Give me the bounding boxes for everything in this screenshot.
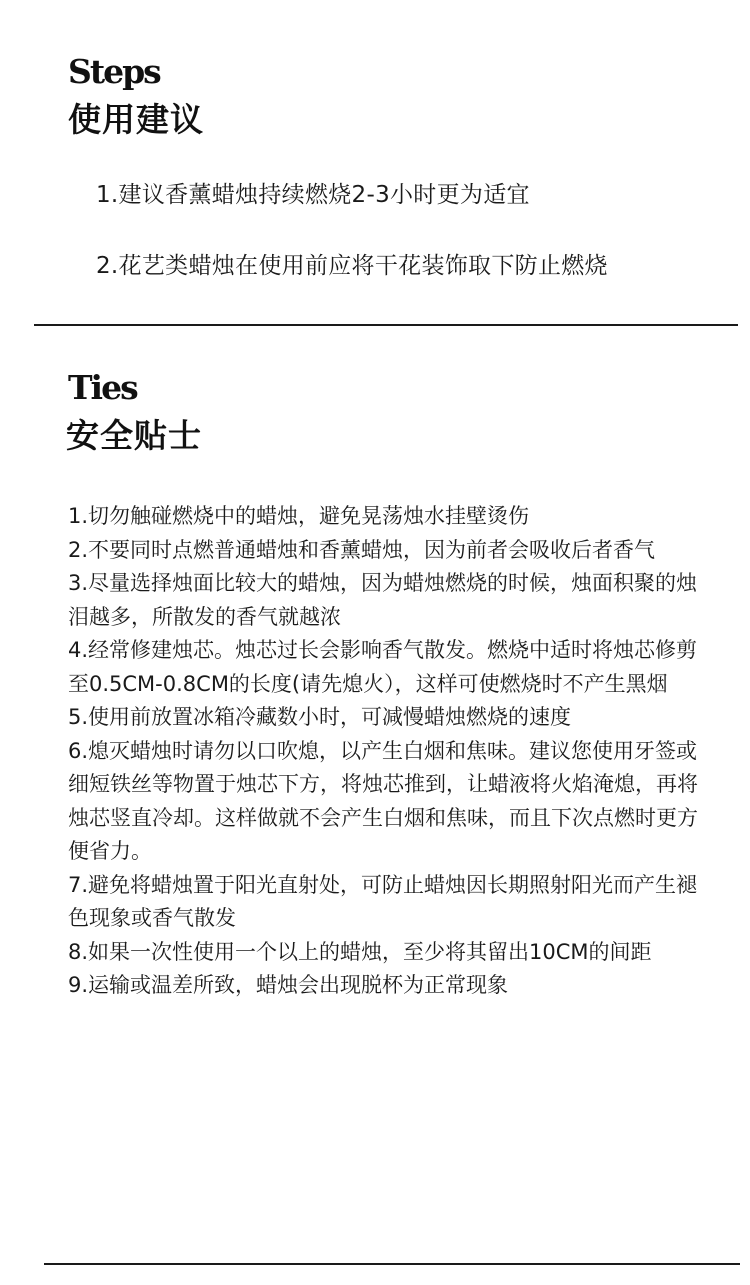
tips-title-en: Ties — [68, 368, 137, 407]
tip-item: 5.使用前放置冰箱冷藏数小时，可减慢蜡烛燃烧的速度 — [68, 705, 572, 729]
steps-title-cn: 使用建议 — [68, 100, 204, 139]
tip-item: 7.避免将蜡烛置于阳光直射处，可防止蜡烛因长期照射阳光而产生褪色现象或香气散发 — [68, 872, 698, 930]
tips-title-cn: 安全贴士 — [66, 416, 202, 455]
tip-item: 4.经常修建烛芯。烛芯过长会影响香气散发。燃烧中适时将烛芯修剪至0.5CM-0.8CM的长度(请先熄火），这样可使燃烧时不产生黑烟 — [68, 638, 698, 696]
bottom-divider — [44, 1263, 740, 1265]
steps-title-en: Steps — [68, 52, 160, 91]
steps-list — [96, 180, 736, 281]
tip-item: 3.尽量选择烛面比较大的蜡烛，因为蜡烛燃烧的时候，烛面积聚的烛泪越多，所散发的香气就越浓 — [68, 571, 698, 629]
steps-item: 1.建议香薰蜡烛持续燃烧2-3小时更为适宜 — [96, 182, 530, 208]
tip-item: 8.如果一次性使用一个以上的蜡烛，至少将其留出10CM的间距 — [68, 939, 652, 964]
tip-item: 1.切勿触碰燃烧中的蜡烛，避免晃荡烛水挂壁烫伤 — [68, 504, 530, 528]
section-divider — [34, 324, 738, 326]
tip-item: 2.不要同时点燃普通蜡烛和香薰蜡烛，因为前者会吸收后者香气 — [68, 537, 656, 562]
tip-item: 6.熄灭蜡烛时请勿以口吹熄，以产生白烟和焦味。建议您使用牙签或细短铁丝等物置于烛芯下方，将烛芯推到，让蜡液将火焰淹熄，再将烛芯竖直冷却。这样做就不会产生白烟和焦味，而且下次点燃时更方便省力。 — [68, 738, 698, 863]
steps-item: 2.花艺类蜡烛在使用前应将干花装饰取下防止燃烧 — [96, 253, 608, 279]
tip-item: 9.运输或温差所致，蜡烛会出现脱杯为正常现象 — [68, 973, 509, 997]
tips-list — [68, 500, 708, 1003]
